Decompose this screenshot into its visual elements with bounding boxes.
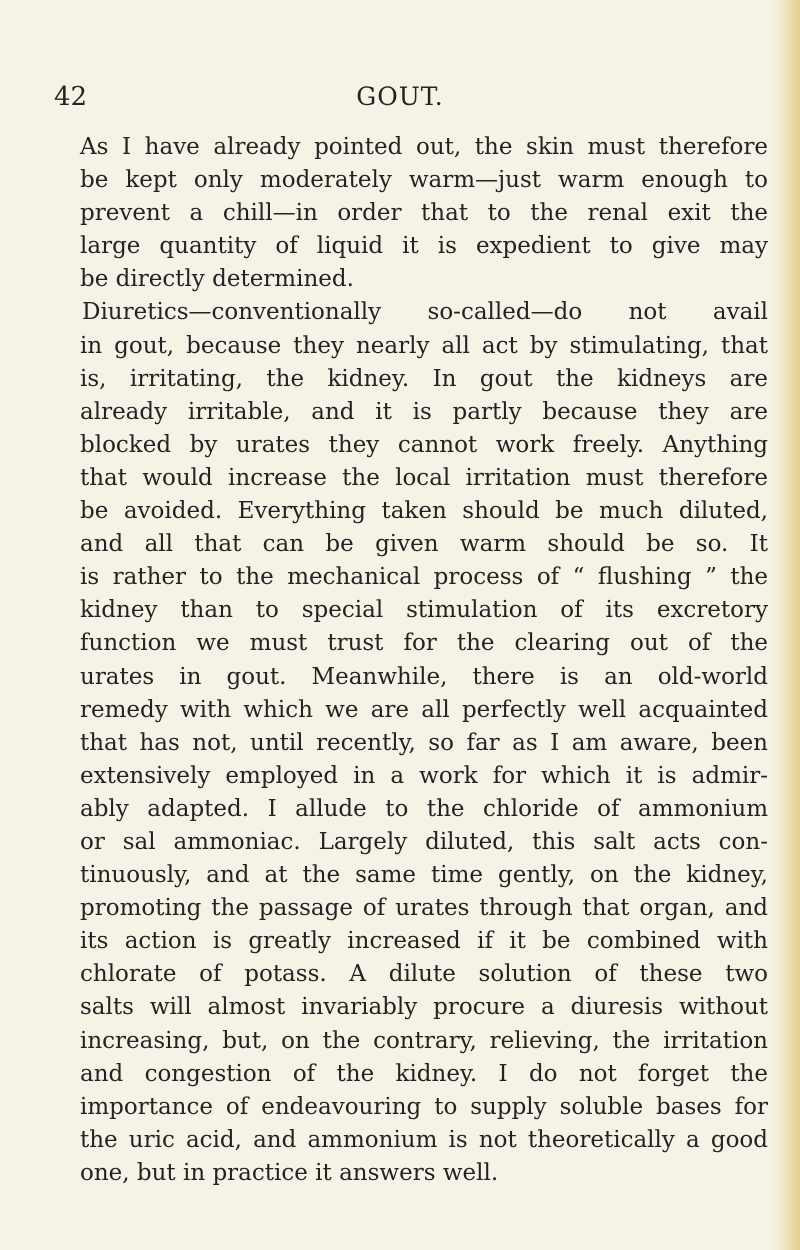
body-text bbox=[80, 131, 768, 1190]
text-line: extensively employed in a work for which it is admir- bbox=[80, 762, 768, 789]
text-line: the uric acid, and ammonium is not theoretically a good bbox=[80, 1126, 768, 1153]
text-line: large quantity of liquid it is expedient to give may bbox=[80, 233, 768, 260]
text-line: already irritable, and it is partly because they are bbox=[80, 398, 768, 425]
text-line: tinuously, and at the same time gently, on the kidney, bbox=[80, 862, 768, 889]
text-line: salts will almost invariably procure a diuresis without bbox=[80, 994, 768, 1021]
text-line: be kept only moderately warm—just warm enough to bbox=[80, 167, 768, 194]
text-line: that has not, until recently, so far as I am aware, been bbox=[80, 729, 768, 756]
text-line: Diuretics—conventionally so-called—do not avail bbox=[82, 299, 768, 326]
text-line: As I have already pointed out, the skin must therefore bbox=[80, 134, 768, 160]
page-number: 42 bbox=[54, 82, 88, 112]
text-line: one, but in practice it answers well. bbox=[80, 1159, 499, 1186]
text-line: that would increase the local irritation must therefore bbox=[80, 464, 768, 491]
running-head bbox=[54, 81, 746, 113]
text-line: or sal ammoniac. Largely diluted, this salt acts con- bbox=[80, 828, 768, 855]
text-line: its action is greatly increased if it be combined with bbox=[80, 928, 768, 955]
text-line: remedy with which we are all perfectly well acquainted bbox=[80, 696, 768, 723]
page-edge-shading bbox=[774, 0, 800, 1250]
text-line: and congestion of the kidney. I do not forget the bbox=[80, 1060, 768, 1087]
text-line: is rather to the mechanical process of “ flushing ” the bbox=[80, 564, 768, 591]
text-line: importance of endeavouring to supply soluble bases for bbox=[80, 1093, 768, 1120]
text-line: chlorate of potass. A dilute solution of these two bbox=[80, 961, 768, 988]
text-line: prevent a chill—in order that to the renal exit the bbox=[80, 200, 768, 227]
text-line: is, irritating, the kidney. In gout the kidneys are bbox=[80, 365, 768, 392]
text-line: function we must trust for the clearing out of the bbox=[80, 630, 768, 657]
text-line: urates in gout. Meanwhile, there is an old-world bbox=[80, 663, 768, 690]
text-line: be directly determined. bbox=[80, 266, 354, 293]
text-line: increasing, but, on the contrary, relieving, the irritation bbox=[80, 1027, 768, 1054]
text-line: promoting the passage of urates through that organ, and bbox=[80, 895, 768, 922]
text-line: kidney than to special stimulation of its excretory bbox=[80, 597, 768, 624]
running-title: GOUT. bbox=[356, 82, 444, 111]
text-line: ably adapted. I allude to the chloride of ammonium bbox=[80, 795, 768, 822]
text-line: in gout, because they nearly all act by stimulating, that bbox=[80, 332, 768, 359]
text-line: and all that can be given warm should be so. It bbox=[80, 531, 768, 558]
text-line: be avoided. Everything taken should be much diluted, bbox=[80, 498, 768, 525]
text-line: blocked by urates they cannot work freely. Anything bbox=[80, 431, 768, 458]
